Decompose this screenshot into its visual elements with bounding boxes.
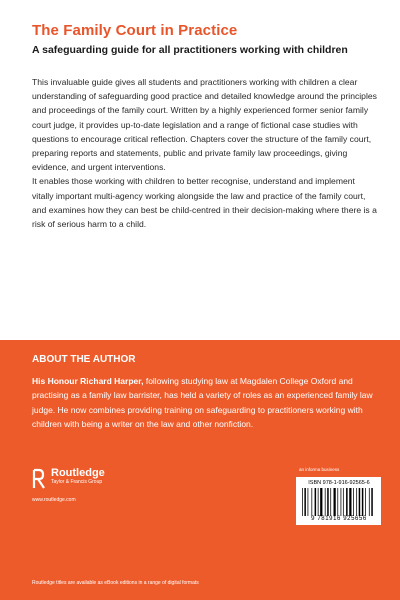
publisher-logo-block	[32, 468, 105, 490]
informa-tagline: an informa business	[299, 467, 340, 472]
isbn-text: ISBN 978-1-916-92565-6	[308, 480, 370, 486]
publisher-name: Routledge	[51, 467, 105, 479]
barcode-digits: 9 781916 925656	[311, 516, 367, 522]
publisher-url: www.routledge.com	[32, 497, 76, 503]
description-paragraph-2: It enables those working with children to better recognise, understand and implement vitally important multi-agency working alongside the law and practice of the family court, and examines how they can best be child-centred in their decision-making where there is a risk of serious harm to a child.	[32, 176, 377, 230]
barcode-bars	[302, 488, 376, 516]
routledge-logo-icon	[32, 468, 46, 490]
about-author-heading: ABOUT THE AUTHOR	[32, 354, 136, 365]
description-paragraph-1: This invaluable guide gives all students and practitioners working with children a clear understanding of safeguarding good practice and detailed knowledge around the principles and proceedings of the family court. Written by a highly experienced former senior family court judge, it provides up-to-date legislation and a range of fictional case studies with questions to encourage critical reflection. Chapters cover the structure of the family court, preparing reports and statements, public and private family law proceedings, giving evidence, and urgent interventions.	[32, 77, 377, 173]
book-title: The Family Court in Practice	[32, 22, 238, 39]
author-name: His Honour Richard Harper,	[32, 376, 144, 386]
isbn-barcode	[296, 477, 381, 525]
ebook-note: Routledge titles are available as eBook editions in a range of digital formats	[32, 580, 199, 586]
about-author-text	[32, 374, 377, 432]
back-cover-bottom	[0, 340, 400, 600]
publisher-group: Taylor & Francis Group	[51, 479, 103, 485]
book-subtitle: A safeguarding guide for all practitioners working with children	[32, 44, 348, 56]
author-bio: following studying law at Magdalen College Oxford and practising as a family law barrister, has held a variety of roles as an experienced family law judge. He now combines providing training on safeguarding to practitioners working with children with being a writer on the law and other nonfiction.	[32, 376, 373, 430]
book-description	[32, 75, 377, 231]
